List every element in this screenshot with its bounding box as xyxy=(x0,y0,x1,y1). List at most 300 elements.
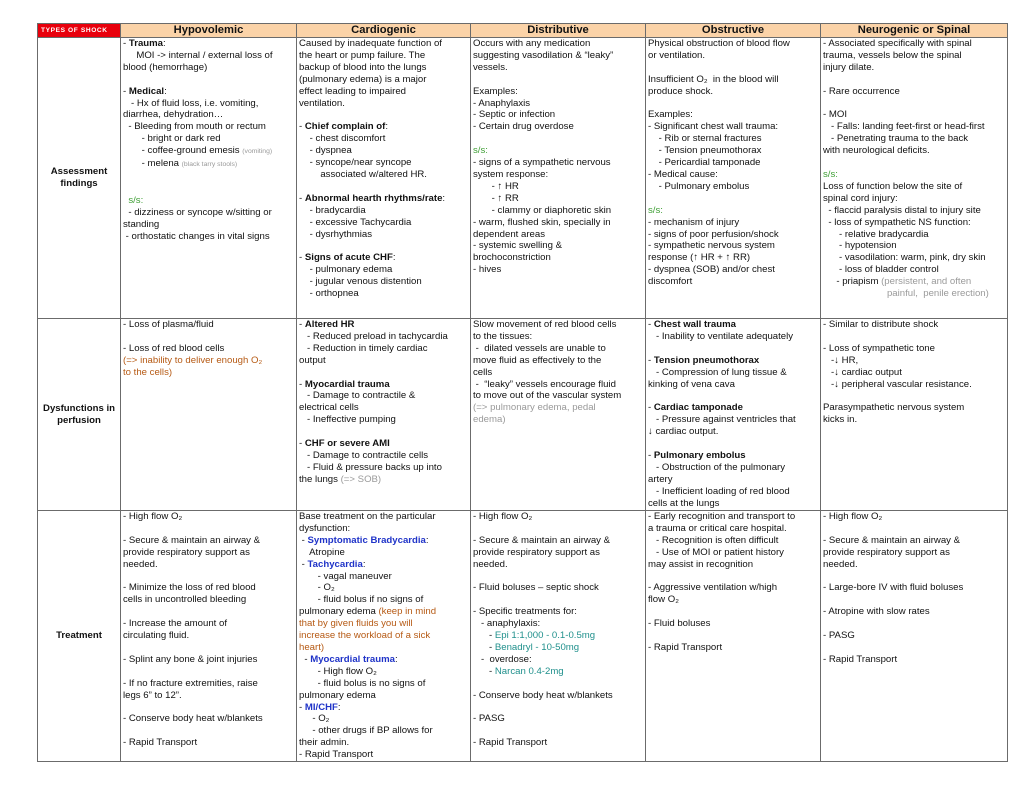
cell-line xyxy=(648,547,818,559)
cell-text: (vomiting) xyxy=(242,148,273,156)
cell-line xyxy=(648,38,818,50)
cell-line xyxy=(823,367,1005,379)
cell-text: - Secure & maintain an airway & xyxy=(123,534,261,546)
cell-text: Base treatment on the particular xyxy=(299,511,436,522)
cell-cardiogenic-assessment xyxy=(297,38,471,319)
cell-text: response (↑ HR + ↑ RR) xyxy=(648,252,751,264)
cell-line xyxy=(473,618,643,630)
cell-line xyxy=(473,252,643,264)
cell-line xyxy=(823,654,1005,666)
cell-text: pulmonary edema xyxy=(299,606,379,618)
cell-line xyxy=(823,288,1005,300)
cell-text: - Rare occurrence xyxy=(823,85,900,97)
row-treatment xyxy=(38,511,1008,762)
cell-text: Loss of function below the site of xyxy=(823,180,963,192)
cell-text: - relative bradycardia xyxy=(823,228,929,240)
cell-line xyxy=(123,630,294,642)
cell-line xyxy=(823,145,1005,157)
cell-text: Altered HR xyxy=(304,319,355,330)
cell-text xyxy=(823,594,826,605)
cell-text: - Similar to distribute shock xyxy=(823,319,939,330)
cell-line xyxy=(299,38,468,50)
cell-line xyxy=(123,737,294,749)
cell-line xyxy=(823,582,1005,594)
cell-line xyxy=(823,642,1005,654)
cell-text: - Hx of fluid loss, i.e. vomiting, xyxy=(123,97,259,109)
cell-text: - Inability to ventilate adequately xyxy=(648,330,794,342)
cell-neurogenic-treatment xyxy=(821,511,1008,762)
cell-text: : xyxy=(385,121,389,133)
cell-text: - Compression of lung tissue & xyxy=(648,366,787,378)
cell-text: - High flow O₂ xyxy=(299,665,377,677)
cell-text: - ↑ RR xyxy=(473,192,519,204)
cell-line xyxy=(823,181,1005,193)
cell-text xyxy=(299,240,302,251)
cell-text: - xyxy=(648,354,654,366)
cell-text xyxy=(123,183,126,194)
cell-cardiogenic-dysfunction xyxy=(297,319,471,511)
cell-text: : xyxy=(164,85,167,97)
cell-text: - Ineffective pumping xyxy=(299,414,396,426)
cell-line xyxy=(299,535,468,547)
cell-text: blood (hemorrhage) xyxy=(123,61,208,73)
cell-line xyxy=(473,319,643,331)
cell-text xyxy=(299,109,302,120)
cell-text: - Secure & maintain an airway & xyxy=(823,534,961,546)
cell-text xyxy=(473,678,476,689)
cell-obstructive-assessment xyxy=(646,38,821,319)
cell-line xyxy=(648,229,818,241)
cell-line xyxy=(299,240,468,252)
cell-text: - xyxy=(123,38,129,49)
cell-text: : xyxy=(425,534,429,546)
cell-line xyxy=(648,450,818,462)
cell-line xyxy=(823,205,1005,217)
cell-line xyxy=(299,414,468,426)
cell-line xyxy=(823,618,1005,630)
cell-text: : xyxy=(442,192,446,204)
cell-line xyxy=(823,379,1005,391)
cell-line xyxy=(123,231,294,243)
cell-text: - signs of a sympathetic nervous xyxy=(473,157,611,169)
cell-text: - xyxy=(299,534,308,546)
cell-text: - Use of MOI or patient history xyxy=(648,546,784,558)
cell-text: s/s: xyxy=(473,145,488,157)
cell-line xyxy=(823,390,1005,402)
cell-text: - xyxy=(299,252,305,264)
cell-text xyxy=(123,666,126,677)
cell-line xyxy=(123,133,294,145)
cell-line xyxy=(123,158,294,171)
cell-line xyxy=(299,523,468,535)
cell-line xyxy=(123,594,294,606)
cell-line xyxy=(299,511,468,523)
cell-line xyxy=(648,319,818,331)
cell-text: kicks in. xyxy=(823,414,858,426)
cell-text: - xyxy=(299,378,305,390)
cell-line xyxy=(823,98,1005,110)
cell-line xyxy=(299,343,468,355)
cell-line xyxy=(123,606,294,618)
cell-line xyxy=(299,157,468,169)
cell-text: ↓ cardiac output. xyxy=(648,426,719,438)
cell-line xyxy=(473,50,643,62)
cell-line xyxy=(299,642,468,654)
cell-text xyxy=(123,642,126,653)
cell-line xyxy=(823,606,1005,618)
cell-text: - loss of bladder control xyxy=(823,264,939,276)
cell-text xyxy=(648,571,651,582)
cell-text: - O₂ xyxy=(299,582,335,594)
cell-hypovolemic-dysfunction xyxy=(121,319,297,511)
cell-distributive-treatment xyxy=(471,511,646,762)
cell-line xyxy=(123,511,294,523)
cell-text: (pulmonary edema) is a major xyxy=(299,73,427,85)
cell-line xyxy=(473,582,643,594)
cell-text: Abnormal hearth rhythms/rate xyxy=(304,192,443,204)
cell-text: - xyxy=(299,438,305,450)
cell-line xyxy=(473,606,643,618)
cell-text xyxy=(123,725,126,736)
cell-text xyxy=(473,702,476,713)
cell-line xyxy=(123,535,294,547)
cell-text: - warm, flushed skin, specially in xyxy=(473,216,611,228)
cell-text: provide respiratory support as xyxy=(473,546,600,558)
cell-line xyxy=(648,252,818,264)
cell-line xyxy=(648,498,818,510)
cell-hypovolemic-treatment xyxy=(121,511,297,762)
cell-text: provide respiratory support as xyxy=(123,546,250,558)
cell-line xyxy=(473,240,643,252)
cell-text: suggesting vasodilation & “leaky” xyxy=(473,49,614,61)
cell-text: : xyxy=(337,701,341,713)
cell-line xyxy=(299,737,468,749)
cell-line xyxy=(299,181,468,193)
cell-line xyxy=(823,594,1005,606)
cell-line xyxy=(299,145,468,157)
cell-line xyxy=(123,642,294,654)
cell-text: heart) xyxy=(299,641,325,653)
cell-text: painful, penile erection) xyxy=(823,288,989,300)
cell-text: - overdose: xyxy=(473,653,532,665)
column-header-neurogenic: Neurogenic or Spinal xyxy=(821,24,1008,38)
cell-text: Atropine xyxy=(299,546,345,558)
cell-text: - Bleeding from mouth or rectum xyxy=(123,121,266,133)
cell-text: - Loss of plasma/fluid xyxy=(123,319,214,330)
cell-text: Examples: xyxy=(648,109,693,121)
column-header-hypovolemic: Hypovolemic xyxy=(121,24,297,38)
cell-line xyxy=(473,367,643,379)
cell-line xyxy=(123,219,294,231)
cell-line xyxy=(299,217,468,229)
cell-text: - bright or dark red xyxy=(123,133,221,145)
cell-line xyxy=(473,725,643,737)
column-header-obstructive: Obstructive xyxy=(646,24,821,38)
cell-text: the heart or pump failure. The xyxy=(299,49,426,61)
cell-text: Cardiac tamponade xyxy=(653,402,743,414)
cell-line xyxy=(123,654,294,666)
cell-line xyxy=(648,606,818,618)
cell-text xyxy=(473,725,476,736)
cell-text: ventilation. xyxy=(299,97,345,109)
cell-text xyxy=(123,606,126,617)
cell-text: - Fluid & pressure backs up into xyxy=(299,461,442,473)
cell-line xyxy=(473,379,643,391)
row-dysfunctions-in-perfusion xyxy=(38,319,1008,511)
cell-text: - hives xyxy=(473,264,502,276)
cell-text: Trauma xyxy=(128,38,164,49)
cell-text: - dysrhythmias xyxy=(299,228,373,240)
cell-text: flow O₂ xyxy=(648,594,679,606)
cell-line xyxy=(823,252,1005,264)
cell-text: : xyxy=(392,252,396,264)
cell-line xyxy=(299,62,468,74)
cell-line xyxy=(299,109,468,121)
cell-line xyxy=(473,535,643,547)
cell-text: pulmonary edema xyxy=(299,689,376,701)
cell-line xyxy=(123,582,294,594)
cell-text: (=> inability to deliver enough O₂ xyxy=(123,354,263,366)
cell-line xyxy=(823,343,1005,355)
cell-line xyxy=(823,331,1005,343)
cell-text: provide respiratory support as xyxy=(823,546,950,558)
cell-text xyxy=(123,331,126,342)
cell-text: - Reduced preload in tachycardia xyxy=(299,330,448,342)
cell-line xyxy=(823,523,1005,535)
cell-text: - bradycardia xyxy=(299,204,366,216)
column-header-distributive: Distributive xyxy=(471,24,646,38)
cell-text: Signs of acute CHF xyxy=(304,252,393,264)
cell-line xyxy=(123,678,294,690)
cell-text: spinal cord injury: xyxy=(823,192,898,204)
cell-text: backup of blood into the lungs xyxy=(299,61,427,73)
cell-text: - Reduction in timely cardiac xyxy=(299,342,428,354)
cell-text: - xyxy=(473,641,495,653)
cell-line xyxy=(299,559,468,571)
cell-text: cells xyxy=(473,366,493,378)
cell-text: (=> pulmonary edema, pedal xyxy=(473,402,596,414)
cell-line xyxy=(299,229,468,241)
cell-text: with neurological deficits. xyxy=(823,145,930,157)
cell-line xyxy=(299,571,468,583)
cell-line xyxy=(648,559,818,571)
cell-line xyxy=(123,62,294,74)
cell-line xyxy=(473,713,643,725)
cell-text: - PASG xyxy=(823,630,855,642)
cell-line xyxy=(123,98,294,110)
cell-text: - clammy or diaphoretic skin xyxy=(473,204,612,216)
cell-text xyxy=(823,642,826,653)
cell-text: - systemic swelling & xyxy=(473,240,563,252)
cell-text: - Tension pneumothorax xyxy=(648,145,762,157)
cell-text: diarrhea, dehydration… xyxy=(123,109,224,121)
cell-line xyxy=(648,193,818,205)
cell-line xyxy=(648,390,818,402)
cell-text: - vagal maneuver xyxy=(299,570,392,582)
cell-text: effect leading to impaired xyxy=(299,85,407,97)
cell-line xyxy=(473,547,643,559)
cell-text: s/s: xyxy=(823,168,838,180)
cell-line xyxy=(123,171,294,183)
cell-text: - Pressure against ventricles that xyxy=(648,414,796,426)
cell-line xyxy=(473,86,643,98)
cell-line xyxy=(123,109,294,121)
cell-line xyxy=(473,666,643,678)
cell-text: - mechanism of injury xyxy=(648,216,740,228)
cell-text: - xyxy=(123,85,129,97)
cell-line xyxy=(823,630,1005,642)
cell-text: - xyxy=(299,701,305,713)
cell-text: - xyxy=(473,665,495,677)
cell-line xyxy=(648,133,818,145)
cell-line xyxy=(123,571,294,583)
cell-line xyxy=(299,331,468,343)
cell-line xyxy=(473,571,643,583)
cell-text xyxy=(123,523,126,534)
cell-line xyxy=(473,38,643,50)
cell-text: - xyxy=(648,319,654,330)
cell-line xyxy=(648,571,818,583)
cell-text: - melena xyxy=(123,158,182,170)
cell-line xyxy=(123,355,294,367)
cell-text: artery xyxy=(648,473,673,485)
cell-text: injury dilate. xyxy=(823,61,875,73)
cell-line xyxy=(299,678,468,690)
cell-line xyxy=(299,319,468,331)
cell-line xyxy=(648,121,818,133)
cell-text: - MOI xyxy=(823,109,847,121)
cell-text: - vasodilation: warm, pink, dry skin xyxy=(823,252,986,264)
cell-line xyxy=(473,630,643,642)
cell-text xyxy=(648,630,651,641)
cell-text: to move out of the vascular system xyxy=(473,390,622,402)
cell-line xyxy=(823,157,1005,169)
cell-text: - Rapid Transport xyxy=(823,653,898,665)
cell-text: - PASG xyxy=(473,713,505,725)
cell-text: - Splint any bone & joint injuries xyxy=(123,653,258,665)
cell-text: s/s: xyxy=(123,194,144,206)
cell-line xyxy=(648,109,818,121)
cell-line xyxy=(823,402,1005,414)
cell-text: increase the workload of a sick xyxy=(299,630,431,642)
cell-line xyxy=(823,193,1005,205)
cell-line xyxy=(123,523,294,535)
cell-text: Caused by inadequate function of xyxy=(299,38,442,49)
cell-line xyxy=(823,86,1005,98)
cell-line xyxy=(648,523,818,535)
cell-line xyxy=(648,486,818,498)
cell-text xyxy=(648,98,651,109)
cell-text: dysfunction: xyxy=(299,522,351,534)
cell-line xyxy=(123,343,294,355)
cell-line xyxy=(299,426,468,438)
cell-line xyxy=(473,133,643,145)
cell-text: system response: xyxy=(473,168,549,180)
cell-line xyxy=(299,690,468,702)
cell-text: Chest wall trauma xyxy=(653,319,736,330)
cell-text: to the tissues: xyxy=(473,330,533,342)
cell-line xyxy=(473,193,643,205)
cell-text: - If no fracture extremities, raise xyxy=(123,677,258,689)
cell-obstructive-dysfunction xyxy=(646,319,821,511)
cell-line xyxy=(299,355,468,367)
cell-text: Slow movement of red blood cells xyxy=(473,319,617,330)
cell-line xyxy=(123,207,294,219)
cell-text: needed. xyxy=(473,558,508,570)
cell-text xyxy=(123,702,126,713)
cell-line xyxy=(823,414,1005,426)
cell-line xyxy=(299,582,468,594)
cell-text: brochoconstriction xyxy=(473,252,551,264)
cell-text: - Rapid Transport xyxy=(648,641,723,653)
cell-line xyxy=(648,157,818,169)
cell-line xyxy=(648,98,818,110)
cell-line xyxy=(123,690,294,702)
cell-text: (keep in mind xyxy=(378,606,437,618)
cell-line xyxy=(123,86,294,98)
cell-text: Epi 1:1,000 - 0.1-0.5mg xyxy=(494,630,596,642)
cell-text: - signs of poor perfusion/shock xyxy=(648,228,779,240)
cell-line xyxy=(299,547,468,559)
cell-line xyxy=(473,594,643,606)
cell-text xyxy=(473,133,476,144)
cell-line xyxy=(823,217,1005,229)
cell-text: - High flow O₂ xyxy=(823,511,883,522)
cell-line xyxy=(473,402,643,414)
cell-line xyxy=(299,264,468,276)
cell-line xyxy=(473,511,643,523)
cell-text: Physical obstruction of blood flow xyxy=(648,38,790,49)
cell-text: - Septic or infection xyxy=(473,109,556,121)
cell-text: - Aggressive ventilation w/high xyxy=(648,582,778,594)
cell-line xyxy=(473,523,643,535)
cell-text xyxy=(823,618,826,629)
types-of-shock-label: TYPES OF SHOCK xyxy=(38,24,121,38)
cell-text: CHF or severe AMI xyxy=(304,438,390,450)
cell-line xyxy=(473,331,643,343)
cell-line xyxy=(823,535,1005,547)
cell-text: - pulmonary edema xyxy=(299,264,393,276)
cell-line xyxy=(299,654,468,666)
cell-line xyxy=(299,74,468,86)
cell-line xyxy=(473,264,643,276)
cell-text: - Certain drug overdose xyxy=(473,121,574,133)
cell-text xyxy=(299,426,302,437)
cell-neurogenic-assessment xyxy=(821,38,1008,319)
cell-text xyxy=(648,438,651,449)
cell-text: - Inefficient loading of red blood xyxy=(648,485,790,497)
cell-line xyxy=(473,109,643,121)
cell-line xyxy=(473,642,643,654)
cell-text: Pulmonary embolus xyxy=(653,449,746,461)
cell-text: -↓ peripheral vascular resistance. xyxy=(823,378,972,390)
cell-hypovolemic-assessment xyxy=(121,38,297,319)
cell-line xyxy=(299,438,468,450)
cell-line xyxy=(823,240,1005,252)
cell-text: legs 6” to 12”. xyxy=(123,689,182,701)
cell-line xyxy=(299,50,468,62)
cell-text: or ventilation. xyxy=(648,49,706,61)
cell-text: Narcan 0.4-2mg xyxy=(494,665,564,677)
cell-text: - flaccid paralysis distal to injury site xyxy=(823,204,981,216)
cell-line xyxy=(648,474,818,486)
cell-line xyxy=(823,229,1005,241)
cell-text xyxy=(648,193,651,204)
cell-text: - Damage to contractile cells xyxy=(299,449,429,461)
cell-line xyxy=(123,666,294,678)
cell-line xyxy=(648,367,818,379)
cell-text: - Rapid Transport xyxy=(473,737,548,749)
